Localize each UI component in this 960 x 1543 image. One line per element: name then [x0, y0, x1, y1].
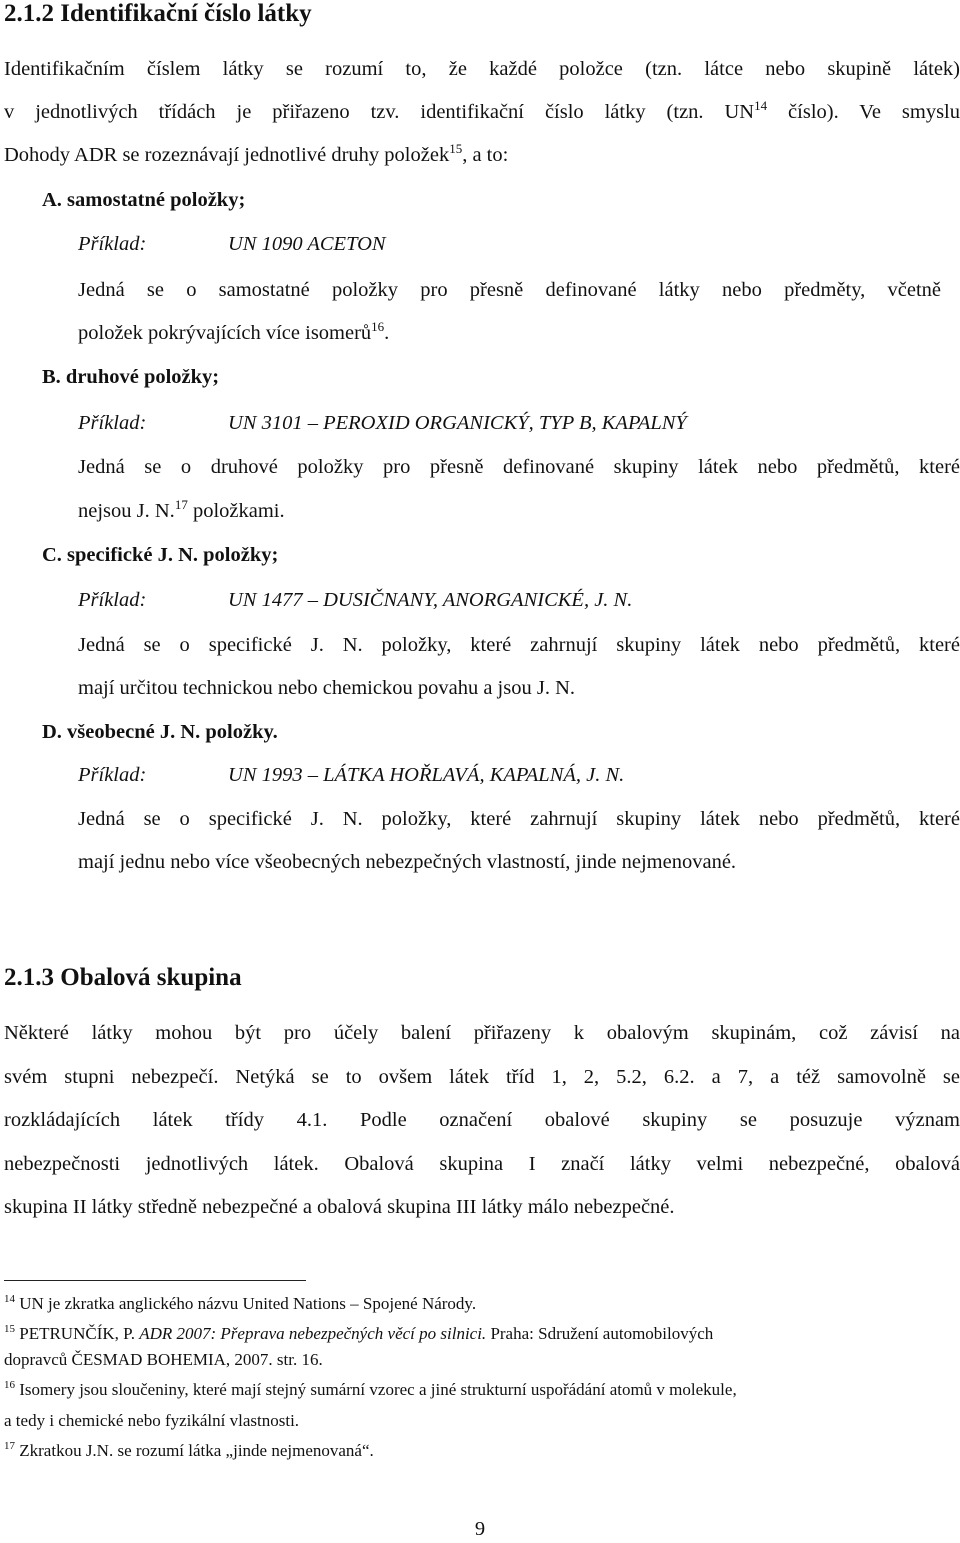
item-b-desc-1: Jedná se o druhové položky pro přesně definované skupiny látek nebo předmětů, které — [78, 456, 960, 478]
item-a-title: A. samostatné položky; — [42, 189, 246, 211]
intro-line-2: v jednotlivých třídách je přiřazeno tzv. identifikační číslo látky (tzn. UN$^{14}$ číslo). Ve smyslu — [4, 98, 960, 123]
footnote-15-line-2: dopravců ČESMAD BOHEMIA, 2007. str. 16. — [4, 1350, 323, 1369]
item-a-desc-2: položek pokrývajících více isomerů$^{16}$. — [78, 319, 390, 344]
item-c-desc-1: Jedná se o specifické J. N. položky, které zahrnují skupiny látek nebo předmětů, které — [78, 634, 960, 656]
footnote-16-line-2: a tedy i chemické nebo fyzikální vlastnosti. — [4, 1411, 300, 1430]
paragraph-line-4: nebezpečnosti jednotlivých látek. Obalová skupina I značí látky velmi nebezpečné, obalová — [4, 1153, 960, 1175]
paragraph-line-5: skupina II látky středně nebezpečné a obalová skupina III látky málo nebezpečné. — [4, 1196, 675, 1218]
item-d-title: D. všeobecné J. N. položky. — [42, 721, 278, 743]
paragraph-line-1: Některé látky mohou být pro účely balení přiřazeny k obalovým skupinám, což závisí na — [4, 1022, 960, 1044]
footnote-17: $^{17}$ Zkratkou J.N. se rozumí látka „jinde nejmenovaná“. — [4, 1440, 374, 1460]
item-d-desc-1: Jedná se o specifické J. N. položky, které zahrnují skupiny látek nebo předmětů, které — [78, 808, 960, 830]
example-label: Příklad: — [78, 589, 147, 611]
example-label: Příklad: — [78, 412, 147, 434]
page-number: 9 — [474, 1518, 486, 1540]
item-d-example: Příklad: UN 1993 – LÁTKA HOŘLAVÁ, KAPALNÁ, J. N. — [78, 764, 625, 786]
footnote-ref-16: 16 — [371, 319, 385, 334]
paragraph-line-2: svém stupni nebezpečí. Netýká se to ovšem látek tříd 1, 2, 5.2, 6.2. a 7, a též samovolně se — [4, 1066, 960, 1088]
footnote-separator — [4, 1280, 306, 1281]
footnote-ref-15: 15 — [449, 141, 463, 156]
item-c-example: Příklad: UN 1477 – DUSIČNANY, ANORGANICKÉ, J. N. — [78, 589, 633, 611]
item-a-example: Příklad: UN 1090 ACETON — [78, 233, 386, 255]
item-b-title: B. druhové položky; — [42, 366, 220, 388]
footnote-ref-14: 14 — [754, 98, 768, 113]
example-label: Příklad: — [78, 764, 147, 786]
item-c-desc-2: mají určitou technickou nebo chemickou povahu a jsou J. N. — [78, 677, 576, 699]
intro-line-1: Identifikačním číslem látky se rozumí to, že každé položce (tzn. látce nebo skupině látek) — [4, 58, 960, 80]
item-c-title: C. specifické J. N. položky; — [42, 544, 279, 566]
section-heading-213: 2.1.3 Obalová skupina — [4, 964, 242, 991]
section-heading-212: 2.1.2 Identifikační číslo látky — [4, 0, 312, 27]
item-a-desc-1: Jedná se o samostatné položky pro přesně definované látky nebo předměty, včetně — [78, 279, 941, 301]
footnote-16-line-1: $^{16}$ Isomery jsou sloučeniny, které mají stejný sumární vzorec a jiné strukturní uspořádání atomů v molekule, — [4, 1379, 737, 1399]
footnote-ref-17: 17 — [174, 497, 188, 512]
item-b-desc-2: nejsou J. N.$^{17}$ položkami. — [78, 497, 285, 522]
footnote-15-line-1: $^{15}$ PETRUNČÍK, P. ADR 2007: Přeprava nebezpečných věcí po silnici. Praha: Sdružení automobilových — [4, 1323, 714, 1343]
item-d-desc-2: mají jednu nebo více všeobecných nebezpečných vlastností, jinde nejmenované. — [78, 851, 737, 873]
intro-line-3: Dohody ADR se rozeznávají jednotlivé druhy položek$^{15}$, a to: — [4, 141, 509, 166]
item-b-example: Příklad: UN 3101 – PEROXID ORGANICKÝ, TYP B, KAPALNÝ — [78, 412, 687, 434]
example-label: Příklad: — [78, 233, 147, 255]
paragraph-line-3: rozkládajících látek třídy 4.1. Podle označení obalové skupiny se posuzuje význam — [4, 1109, 960, 1131]
footnote-14: $^{14}$ UN je zkratka anglického názvu United Nations – Spojené Národy. — [4, 1293, 477, 1313]
